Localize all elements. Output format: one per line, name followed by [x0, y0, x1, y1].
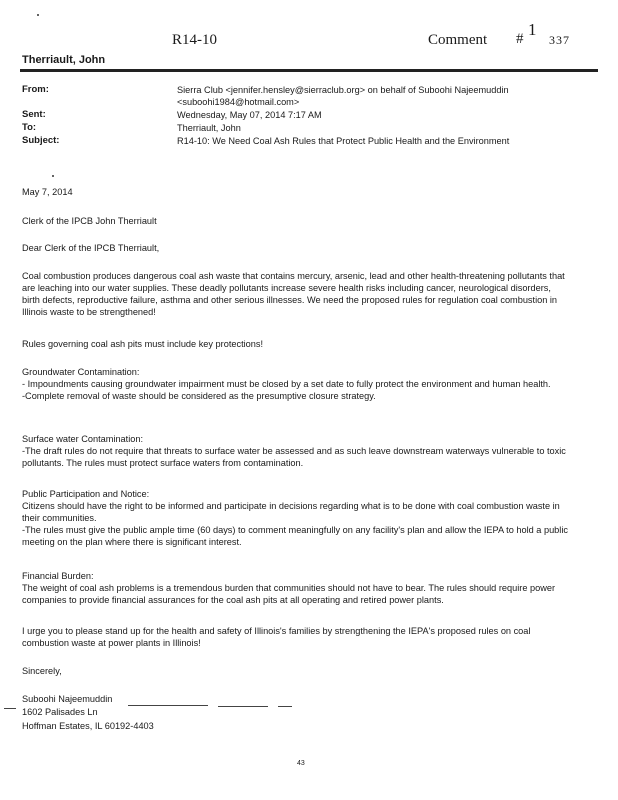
signature-line [278, 706, 292, 707]
public-title: Public Participation and Notice: [22, 489, 150, 499]
from-line-2: <suboohi1984@hotmail.com> [177, 97, 300, 107]
from-value [177, 84, 557, 108]
scan-mark [4, 708, 16, 709]
groundwater-section [22, 366, 570, 402]
address-line-1: 1602 Palisades Ln [22, 707, 98, 717]
comment-label: Comment [428, 32, 488, 48]
closing-plea: I urge you to please stand up for the health and safety of Illinois's families by strengthening the IEPA's proposed rules on coal combustion waste at power plants in Illinois! [22, 626, 531, 648]
recipient-heading: Therriault, John [22, 54, 106, 66]
public-section [22, 488, 570, 548]
scan-speck [37, 14, 39, 16]
financial-section [22, 570, 570, 606]
from-label: From: [22, 84, 49, 95]
scan-speck [52, 175, 54, 177]
page-number: 337 [549, 33, 570, 47]
public-point-2: -The rules must give the public ample time (60 days) to comment meaningfully on any facility's plan and allow the IEPA to hold a public meeting on the plan where there is significant interest. [22, 525, 568, 547]
to-value: Therriault, John [177, 123, 241, 133]
intro-paragraph: Coal combustion produces dangerous coal ash waste that contains mercury, arsenic, lead and other health-threatening pollutants that are leaching into our water supplies. These deadly pollutants increase severe health risks including cancer, neurological disorders, birth defects, reproductive failure, asthma and other serious illnesses. We need the proposed rules for regulation coal combustion in Illinois waste to be strengthened! [22, 271, 565, 317]
groundwater-title: Groundwater Contamination: [22, 367, 140, 377]
groundwater-point-2: -Complete removal of waste should be considered as the presumptive closure strategy. [22, 391, 376, 401]
case-code: R14-10 [172, 32, 217, 48]
letter-addressee: Clerk of the IPCB John Therriault [22, 216, 157, 226]
groundwater-point-1: - Impoundments causing groundwater impairment must be closed by a set date to fully protect the environment and human health. [22, 379, 551, 389]
sent-value: Wednesday, May 07, 2014 7:17 AM [177, 110, 322, 120]
letter-date: May 7, 2014 [22, 187, 73, 197]
surface-point-1: -The draft rules do not require that threats to surface water be assessed and as such leave downstream waterways vulnerable to toxic pollutants. The rules must protect surface waters from contamination. [22, 446, 566, 468]
surface-section [22, 433, 570, 469]
protections-line: Rules governing coal ash pits must include key protections! [22, 339, 264, 349]
letter-intro [22, 270, 570, 318]
letter-salutation: Dear Clerk of the IPCB Therriault, [22, 243, 160, 253]
sign-off: Sincerely, [22, 666, 62, 676]
financial-title: Financial Burden: [22, 571, 94, 581]
footer-page-number: 43 [297, 760, 305, 767]
to-label: To: [22, 122, 37, 133]
header-rule [20, 69, 598, 72]
from-line-1: Sierra Club <jennifer.hensley@sierraclub.org> on behalf of Suboohi Najeemuddin [177, 85, 509, 95]
subject-label: Subject: [22, 135, 60, 146]
financial-point-1: The weight of coal ash problems is a tremendous burden that communities should not have to bear. The rules should require power companies to provide financial assurances for the coal ash pits at all operating and retired power plants. [22, 583, 556, 605]
comment-number: 1 [528, 20, 537, 39]
signature-line [218, 706, 268, 707]
signature-line [128, 705, 208, 706]
signer-name: Suboohi Najeemuddin [22, 694, 113, 704]
surface-title: Surface water Contamination: [22, 434, 144, 444]
address-line-2: Hoffman Estates, IL 60192-4403 [22, 721, 154, 731]
comment-hash: # [516, 31, 524, 47]
sent-label: Sent: [22, 109, 46, 120]
public-point-1: Citizens should have the right to be informed and participate in decisions regarding what is to be done with coal combustion waste in their communities. [22, 501, 560, 523]
subject-value: R14-10: We Need Coal Ash Rules that Protect Public Health and the Environment [177, 136, 510, 146]
